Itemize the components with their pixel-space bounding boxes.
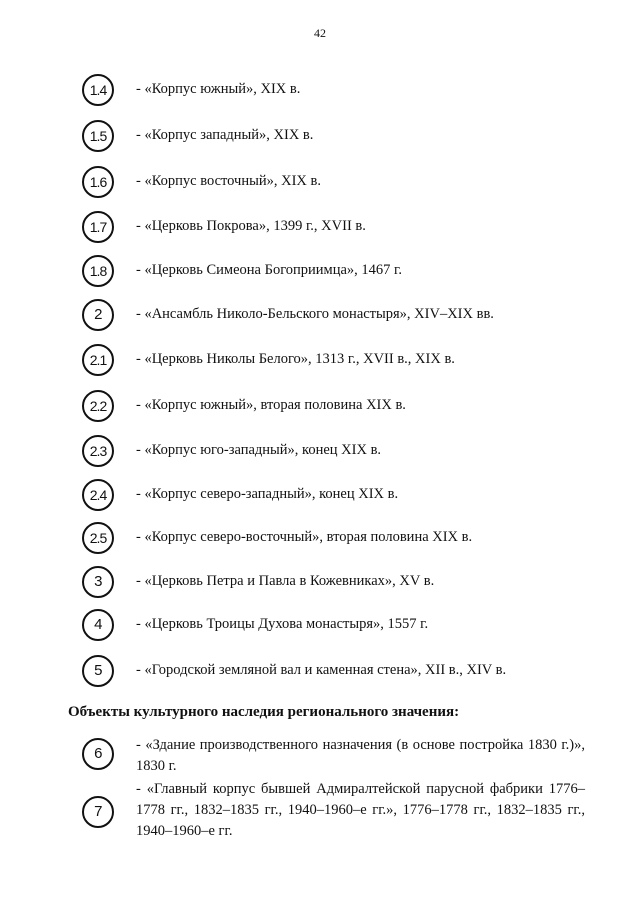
list-item	[0, 211, 640, 247]
entry-text: - «Ансамбль Николо-Бельского монастыря», XIV–XIX вв.	[136, 306, 494, 322]
list-item	[0, 166, 640, 202]
list-item	[0, 609, 640, 645]
entry-text: - «Церковь Покрова», 1399 г., XVII в.	[136, 218, 366, 234]
list-item	[0, 74, 640, 110]
entry-text: - «Корпус южный», XIX в.	[136, 81, 301, 97]
list-item	[0, 566, 640, 602]
list-item	[0, 522, 640, 558]
number-badge: 1.5	[82, 120, 114, 152]
entry-text: - «Корпус юго-западный», конец XIX в.	[136, 442, 382, 458]
entry-text: - «Корпус северо-западный», конец XIX в.	[136, 486, 399, 502]
number-badge: 2.2	[82, 390, 114, 422]
number-badge: 2.1	[82, 344, 114, 376]
entry-text: - «Корпус северо-восточный», вторая половина XIX в.	[136, 529, 473, 545]
number-badge: 2.3	[82, 435, 114, 467]
entry-text: - «Здание производственного назначения (в основе постройка 1830 г.)», 1830 г.	[136, 737, 585, 774]
number-badge: 1.6	[82, 166, 114, 198]
list-item	[0, 299, 640, 335]
number-badge: 6	[82, 738, 114, 770]
list-item	[0, 390, 640, 426]
list-item	[0, 479, 640, 515]
entry-text: - «Церковь Николы Белого», 1313 г., XVII в., XIX в.	[136, 351, 455, 367]
page-number: 42	[314, 26, 326, 40]
list-item	[0, 344, 640, 380]
entry-text: - «Главный корпус бывшей Адмиралтейской парусной фабрики 1776–1778 гг., 1832–1835 гг., 1940–1960–е гг.», 1776–1778 гг., 1832–1835 гг., 1940–1960–е гг.	[136, 781, 585, 839]
list-item	[0, 435, 640, 471]
number-badge: 2.4	[82, 479, 114, 511]
number-badge: 5	[82, 655, 114, 687]
entry-text: - «Церковь Троицы Духова монастыря», 1557 г.	[136, 616, 429, 632]
entry-text: - «Корпус восточный», XIX в.	[136, 173, 321, 189]
number-badge: 2.5	[82, 522, 114, 554]
number-badge: 1.7	[82, 211, 114, 243]
list-item	[0, 120, 640, 156]
number-badge: 7	[82, 796, 114, 828]
entry-text: - «Церковь Петра и Павла в Кожевниках», XV в.	[136, 573, 435, 589]
entry-text: - «Церковь Симеона Богоприимца», 1467 г.	[136, 262, 402, 278]
number-badge: 2	[82, 299, 114, 331]
list-item	[0, 255, 640, 291]
number-badge: 4	[82, 609, 114, 641]
list-item	[0, 655, 640, 691]
entry-text: - «Корпус западный», XIX в.	[136, 127, 314, 143]
section-heading: Объекты культурного наследия регионального значения:	[68, 704, 460, 720]
entry-text: - «Корпус южный», вторая половина XIX в.	[136, 397, 406, 413]
number-badge: 1.8	[82, 255, 114, 287]
entry-text: - «Городской земляной вал и каменная стена», XII в., XIV в.	[136, 662, 507, 678]
number-badge: 1.4	[82, 74, 114, 106]
number-badge: 3	[82, 566, 114, 598]
